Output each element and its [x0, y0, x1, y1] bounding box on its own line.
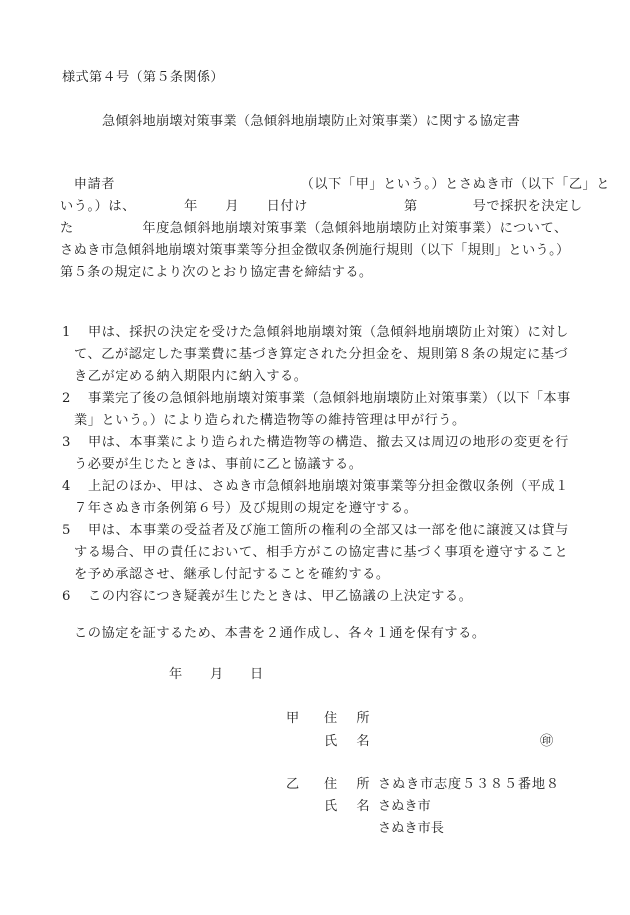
clause-line: 甲は、採択の決定を受けた急傾斜地崩壊対策（急傾斜地崩壊防止対策）に対し	[88, 325, 569, 340]
clause-line: き乙が定める納入期限内に納入する。	[74, 369, 308, 384]
party-label-kou: 甲	[286, 711, 300, 726]
clause-number: 6	[62, 589, 71, 604]
clause-line: 業」という。）により造られた構造物等の維持管理は甲が行う。	[74, 413, 466, 428]
address-value: さぬき市志度５３８５番地８	[378, 777, 560, 792]
form-label: 様式第４号（第５条関係）	[62, 70, 224, 85]
date-month: 月	[210, 667, 224, 682]
address-label: 住 所	[324, 711, 373, 726]
name-label: 氏 名	[324, 734, 373, 749]
seal-icon: ㊞	[540, 734, 554, 749]
name-value-title: さぬき市長	[378, 821, 444, 836]
date-year: 年	[169, 667, 183, 682]
clause-line: を予め承認させ、継承し付記することを確約する。	[74, 567, 390, 582]
intro-line: た 年度急傾斜地崩壊対策事業（急傾斜地崩壊防止対策事業）について、	[60, 221, 568, 236]
address-label: 住 所	[324, 777, 373, 792]
intro-line: 第５条の規定により次のとおり協定書を締結する。	[60, 265, 373, 280]
clause-line: 甲は、本事業により造られた構造物等の構造、撤去又は周辺の地形の変更を行	[88, 435, 569, 450]
party-label-otsu: 乙	[286, 777, 300, 792]
clause-number: 4	[62, 479, 71, 494]
intro-line: 申請者 （以下「甲」という。）とさぬき市（以下「乙」と	[60, 177, 611, 192]
closing-statement: この協定を証するため、本書を２通作成し、各々１通を保有する。	[74, 626, 486, 641]
clause-line: 事業完了後の急傾斜地崩壊対策事業（急傾斜地崩壊防止対策事業）（以下「本事	[88, 391, 571, 406]
clause-number: 2	[62, 391, 71, 406]
clause-line: この内容につき疑義が生じたときは、甲乙協議の上決定する。	[88, 589, 473, 604]
intro-line: いう。）は、 年 月 日付け 第 号で採択を決定し	[60, 199, 583, 214]
date-day: 日	[250, 667, 264, 682]
clause-line: う必要が生じたときは、事前に乙と協議する。	[74, 457, 363, 472]
name-label: 氏 名	[324, 799, 373, 814]
clause-number: 5	[62, 523, 71, 538]
intro-line: さぬき市急傾斜地崩壊対策事業等分担金徴収条例施行規則（以下「規則」という。）	[60, 243, 570, 258]
clause-line: 上記のほか、甲は、さぬき市急傾斜地崩壊対策事業等分担金徴収条例（平成１	[88, 479, 569, 494]
document-title: 急傾斜地崩壊対策事業（急傾斜地崩壊防止対策事業）に関する協定書	[102, 114, 521, 129]
clause-line: する場合、甲の責任において、相手方がこの協定書に基づく事項を遵守すること	[74, 545, 569, 560]
clause-number: 3	[62, 435, 71, 450]
name-value-organization: さぬき市	[378, 799, 431, 814]
clause-line: ７年さぬき市条例第６号）及び規則の規定を遵守する。	[74, 501, 418, 516]
clause-number: 1	[62, 325, 71, 340]
clause-line: 甲は、本事業の受益者及び施工箇所の権利の全部又は一部を他に譲渡又は貸与	[88, 523, 569, 538]
clause-line: て、乙が認定した事業費に基づき算定された分担金を、規則第８条の規定に基づ	[74, 347, 569, 362]
